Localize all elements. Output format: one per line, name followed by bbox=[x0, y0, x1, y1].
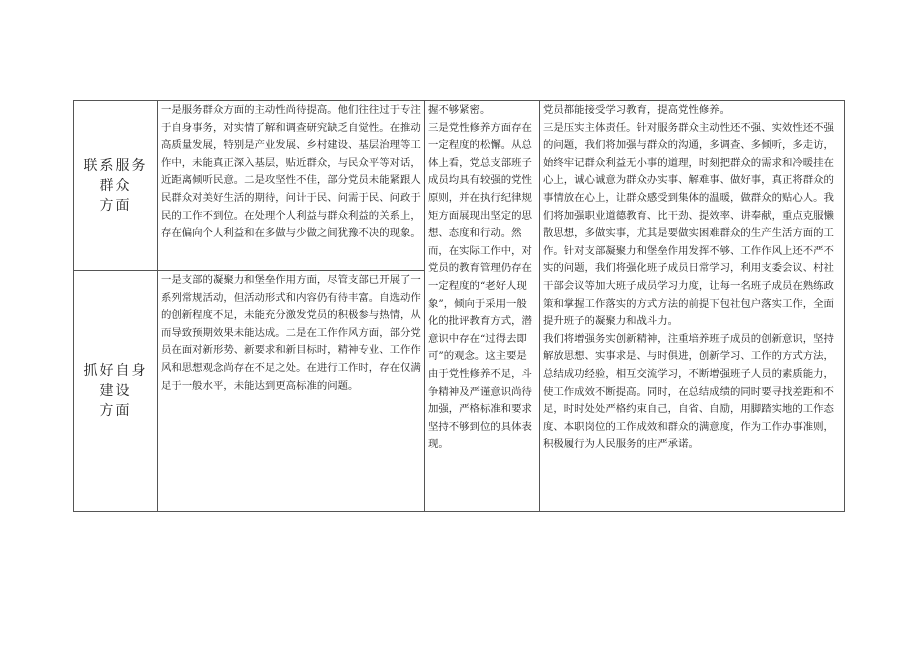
problem-text-self-building: 一是支部的凝聚力和堡垒作用方面，尽管支部已开展了一系列常规活动，但活动形式和内容仍有待丰富。自选动作的创新程度不足，未能充分激发党员的积极参与热情，从而导致预期效果未能达成。二是在工作作风方面，部分党员在面对新形势、新要求和新目标时，精神专业、工作作风和思想观念尚存在不足之处。在进行工作时，存在仅满足于一般水平，未能达到更高标准的问题。 bbox=[161, 274, 421, 392]
row-label-cell bbox=[74, 271, 158, 512]
problem-cell bbox=[158, 271, 425, 512]
row-label-self-building: 抓好自身建设 方面 bbox=[83, 363, 148, 419]
row-label-service: 联系服务群众 方面 bbox=[83, 157, 148, 214]
problem-cell bbox=[158, 101, 425, 271]
measure-cell bbox=[540, 101, 845, 512]
summary-table bbox=[73, 100, 845, 512]
cause-text: 握不够紧密。 三是党性修养方面存在一定程度的松懈。从总体上看，党总支部班子成员均具有较强的党性原则，并在执行纪律规矩方面展现出坚定的思想、态度和行动。然而，在实际工作中，对党员的教育管理仍存在一定程度的“老好人现象”，倾向于采用一般化的批评教育方式，潜意识中存在“过得去即可”的观念。这主要是由于党性修养不足，斗争精神及严谨意识尚待加强，严格标准和要求坚持不够到位的具体表现。 bbox=[428, 104, 532, 451]
row-label-cell bbox=[74, 101, 158, 271]
measure-text: 党员都能接受学习教育，提高党性修养。 三是压实主体责任。针对服务群众主动性还不强、实效性还不强的问题，我们将加强与群众的沟通，多调查、多倾听，多走访，始终牢记群众利益无小事的道理，时刻把群众的需求和冷暖挂在心上，诚心诚意为群众办实事、解难事、做好事，真正将群众的事情放在心上，让群众感受到集体的温暖，做群众的贴心人。我们将加强职业道德教育、比干劲、提效率、讲奉献，重点克服懒散思想，多做实事，尤其是要做实困难群众的生产生活方面的工作。针对支部凝聚力和堡垒作用发挥不够、工作作风上还不严不实的问题，我们将强化班子成员日常学习，利用支委会议、村社干部会议等加大班子成员学习力度，让每一名班子成员在熟练政策和掌握工作落实的方式方法的前提下包社包户落实工作，全面提升班子的凝聚力和战斗力。 我们将增强务实创新精神，注重培养班子成员的创新意识，坚持解放思想、实事求是、与时俱进，创新学习、工作的方式方法，总结成功经验，相互交流学习，不断增强班子人员的素质能力，使工作成效不断提高。同时，在总结成绩的同时要寻找差距和不足，时时处处严格约束自己，自省、自励，用脚踏实地的工作态度、本职岗位的工作成效和群众的满意度，作为工作办事准则，积极履行为人民服务的庄严承诺。 bbox=[543, 104, 834, 451]
problem-text-service: 一是服务群众方面的主动性尚待提高。他们往往过于专注于自身事务，对实情了解和调查研究缺乏自觉性。在推动高质量发展，特别是产业发展、乡村建设、基层治理等工作中，未能真正深入基层，贴近群众，与民众平等对话，近距离倾听民意。二是攻坚性不佳，部分党员未能紧跟人民群众对美好生活的期待，问计于民、问需于民、问政于民的工作不到位。在处理个人利益与群众利益的关系上，存在偏向个人利益和在多做与少做之间犹豫不决的现象。 bbox=[161, 104, 421, 240]
table-row bbox=[74, 101, 845, 271]
cause-cell bbox=[425, 101, 540, 512]
